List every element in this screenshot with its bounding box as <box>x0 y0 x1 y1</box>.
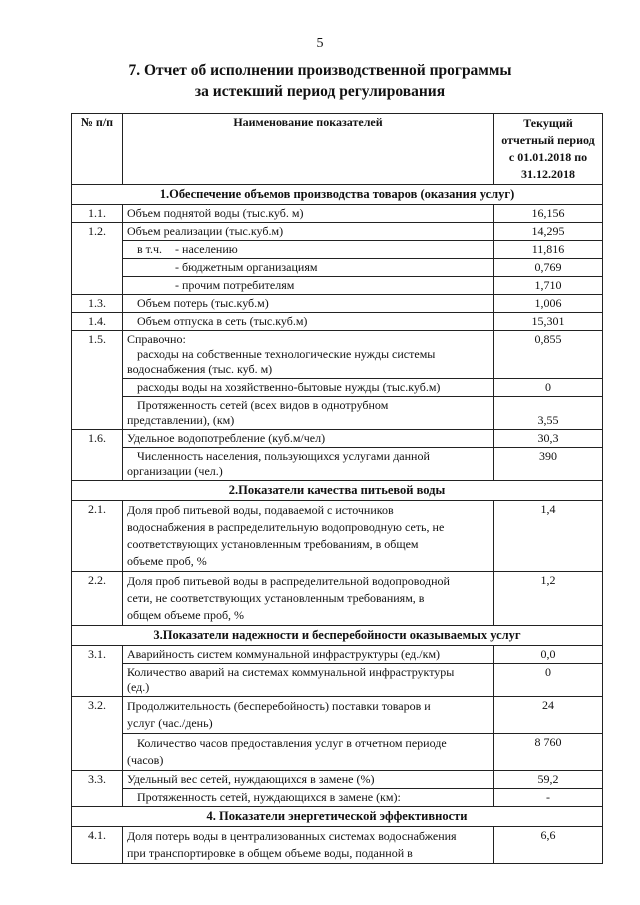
row-value: 0 <box>494 379 603 397</box>
row-value: 15,301 <box>494 313 603 331</box>
row-value: 30,3 <box>494 430 603 448</box>
column-header-period-line-3: с 01.01.2018 по <box>508 150 588 164</box>
production-program-table <box>71 113 603 864</box>
table-row <box>72 789 603 807</box>
row-indicator <box>123 501 494 572</box>
table-row <box>72 501 603 572</box>
row-indicator-line: Количество аварий на системах коммунальной инфраструктуры <box>127 665 455 679</box>
row-value: 1,710 <box>494 277 603 295</box>
table-row <box>72 771 603 789</box>
row-indicator-line: (часов) <box>127 753 164 767</box>
table-row <box>72 223 603 241</box>
row-prefix: в т.ч. <box>137 242 163 256</box>
column-header-period <box>494 114 603 185</box>
table-row <box>72 572 603 626</box>
report-title-line-1: 7. Отчет об исполнении производственной программы <box>128 62 512 79</box>
row-indicator-line: представлении), (км) <box>127 413 235 427</box>
page-number: 5 <box>316 36 324 51</box>
column-header-number: № п/п <box>72 114 123 185</box>
section-title-1: 1.Обеспечение объемов производства товаров (оказания услуг) <box>72 185 603 205</box>
row-value: 24 <box>494 697 603 734</box>
row-value: 59,2 <box>494 771 603 789</box>
row-number: 1.4. <box>72 313 123 331</box>
row-indicator-line: при транспортировке в общем объеме воды, поданной в <box>127 846 413 860</box>
table-row <box>72 430 603 448</box>
row-value: 0,0 <box>494 646 603 664</box>
section-row <box>72 185 603 205</box>
row-value: 1,2 <box>494 572 603 626</box>
row-number: 1.3. <box>72 295 123 313</box>
row-number: 3.2. <box>72 697 123 771</box>
row-value: 11,816 <box>494 241 603 259</box>
table-row <box>72 313 603 331</box>
table-row <box>72 397 603 430</box>
row-indicator-line: водоснабжения (тыс. куб. м) <box>127 362 273 376</box>
table-row <box>72 734 603 771</box>
row-indicator: Аварийность систем коммунальной инфраструктуры (ед./км) <box>123 646 494 664</box>
row-indicator-line: (ед.) <box>127 680 150 694</box>
section-row <box>72 807 603 827</box>
row-indicator-line: объеме проб, % <box>127 554 207 568</box>
section-row <box>72 481 603 501</box>
row-indicator: расходы воды на хозяйственно-бытовые нужды (тыс.куб.м) <box>123 379 494 397</box>
row-indicator <box>123 734 494 771</box>
row-indicator-line: Доля потерь воды в централизованных системах водоснабжения <box>127 829 457 843</box>
column-header-period-line-4: 31.12.2018 <box>521 167 575 181</box>
row-value: - <box>494 789 603 807</box>
section-title-4: 4. Показатели энергетической эффективности <box>72 807 603 827</box>
table-header-row <box>72 114 603 185</box>
row-indicator <box>123 448 494 481</box>
row-indicator: Объем потерь (тыс.куб.м) <box>123 295 494 313</box>
row-indicator: - бюджетным организациям <box>123 259 494 277</box>
table-row <box>72 331 603 379</box>
row-indicator <box>123 827 494 864</box>
row-indicator-line: Численность населения, пользующихся услугами данной <box>137 449 430 463</box>
row-indicator-line: соответствующих установленным требованиям, в общем <box>127 537 419 551</box>
row-value: 6,6 <box>494 827 603 864</box>
row-indicator-line: Протяженность сетей (всех видов в однотрубном <box>137 398 389 412</box>
row-indicator <box>123 664 494 697</box>
row-indicator: Объем поднятой воды (тыс.куб. м) <box>123 205 494 223</box>
row-value: 16,156 <box>494 205 603 223</box>
row-indicator <box>123 241 494 259</box>
row-indicator-line: водоснабжения в распределительную водопроводную сеть, не <box>127 520 445 534</box>
column-header-period-line-1: Текущий <box>523 116 573 130</box>
row-indicator-line: Доля проб питьевой воды, подаваемой с источников <box>127 503 394 517</box>
table-row <box>72 259 603 277</box>
row-number: 1.6. <box>72 430 123 481</box>
row-indicator <box>123 331 494 379</box>
column-header-period-line-2: отчетный период <box>501 133 595 147</box>
table-row <box>72 379 603 397</box>
row-value: 14,295 <box>494 223 603 241</box>
table-row <box>72 646 603 664</box>
row-indicator: Объем отпуска в сеть (тыс.куб.м) <box>123 313 494 331</box>
row-indicator <box>123 397 494 430</box>
section-row <box>72 626 603 646</box>
row-indicator: Объем реализации (тыс.куб.м) <box>123 223 494 241</box>
column-header-indicator: Наименование показателей <box>123 114 494 185</box>
row-subitem: - населению <box>175 242 238 256</box>
row-value: 390 <box>494 448 603 481</box>
table-row <box>72 295 603 313</box>
row-value: 8 760 <box>494 734 603 771</box>
row-indicator-line: организации (чел.) <box>127 464 223 478</box>
row-indicator-line: сети, не соответствующих установленным требованиям, в <box>127 591 425 605</box>
row-value: 1,4 <box>494 501 603 572</box>
row-value: 3,55 <box>494 397 603 430</box>
row-indicator-line: расходы на собственные технологические нужды системы <box>137 347 436 361</box>
row-indicator-line: услуг (час./день) <box>127 716 213 730</box>
row-number: 1.5. <box>72 331 123 430</box>
row-indicator <box>123 572 494 626</box>
row-number: 3.1. <box>72 646 123 697</box>
row-indicator: Удельное водопотребление (куб.м/чел) <box>123 430 494 448</box>
section-title-3: 3.Показатели надежности и бесперебойности оказываемых услуг <box>72 626 603 646</box>
table-row <box>72 697 603 734</box>
row-value: 0 <box>494 664 603 697</box>
row-number: 4.1. <box>72 827 123 864</box>
row-indicator-line: Доля проб питьевой воды в распределительной водопроводной <box>127 574 450 588</box>
row-number: 1.1. <box>72 205 123 223</box>
row-indicator-line: Количество часов предоставления услуг в отчетном периоде <box>137 736 447 750</box>
row-note-label: Справочно: <box>127 332 186 346</box>
table-row <box>72 205 603 223</box>
row-indicator-line: Продолжительность (бесперебойность) поставки товаров и <box>127 699 431 713</box>
table-row <box>72 827 603 864</box>
section-title-2: 2.Показатели качества питьевой воды <box>72 481 603 501</box>
row-number: 1.2. <box>72 223 123 295</box>
row-number: 3.3. <box>72 771 123 807</box>
row-number: 2.2. <box>72 572 123 626</box>
table-row <box>72 448 603 481</box>
row-number: 2.1. <box>72 501 123 572</box>
table-row <box>72 664 603 697</box>
row-value: 0,769 <box>494 259 603 277</box>
row-indicator: Удельный вес сетей, нуждающихся в замене (%) <box>123 771 494 789</box>
row-indicator-line: общем объеме проб, % <box>127 608 245 622</box>
table-row <box>72 241 603 259</box>
row-indicator: Протяженность сетей, нуждающихся в замене (км): <box>123 789 494 807</box>
row-indicator <box>123 697 494 734</box>
report-title <box>0 60 640 102</box>
row-indicator: - прочим потребителям <box>123 277 494 295</box>
report-title-line-2: за истекший период регулирования <box>194 83 446 100</box>
table-row <box>72 277 603 295</box>
row-value: 0,855 <box>494 331 603 379</box>
row-value: 1,006 <box>494 295 603 313</box>
